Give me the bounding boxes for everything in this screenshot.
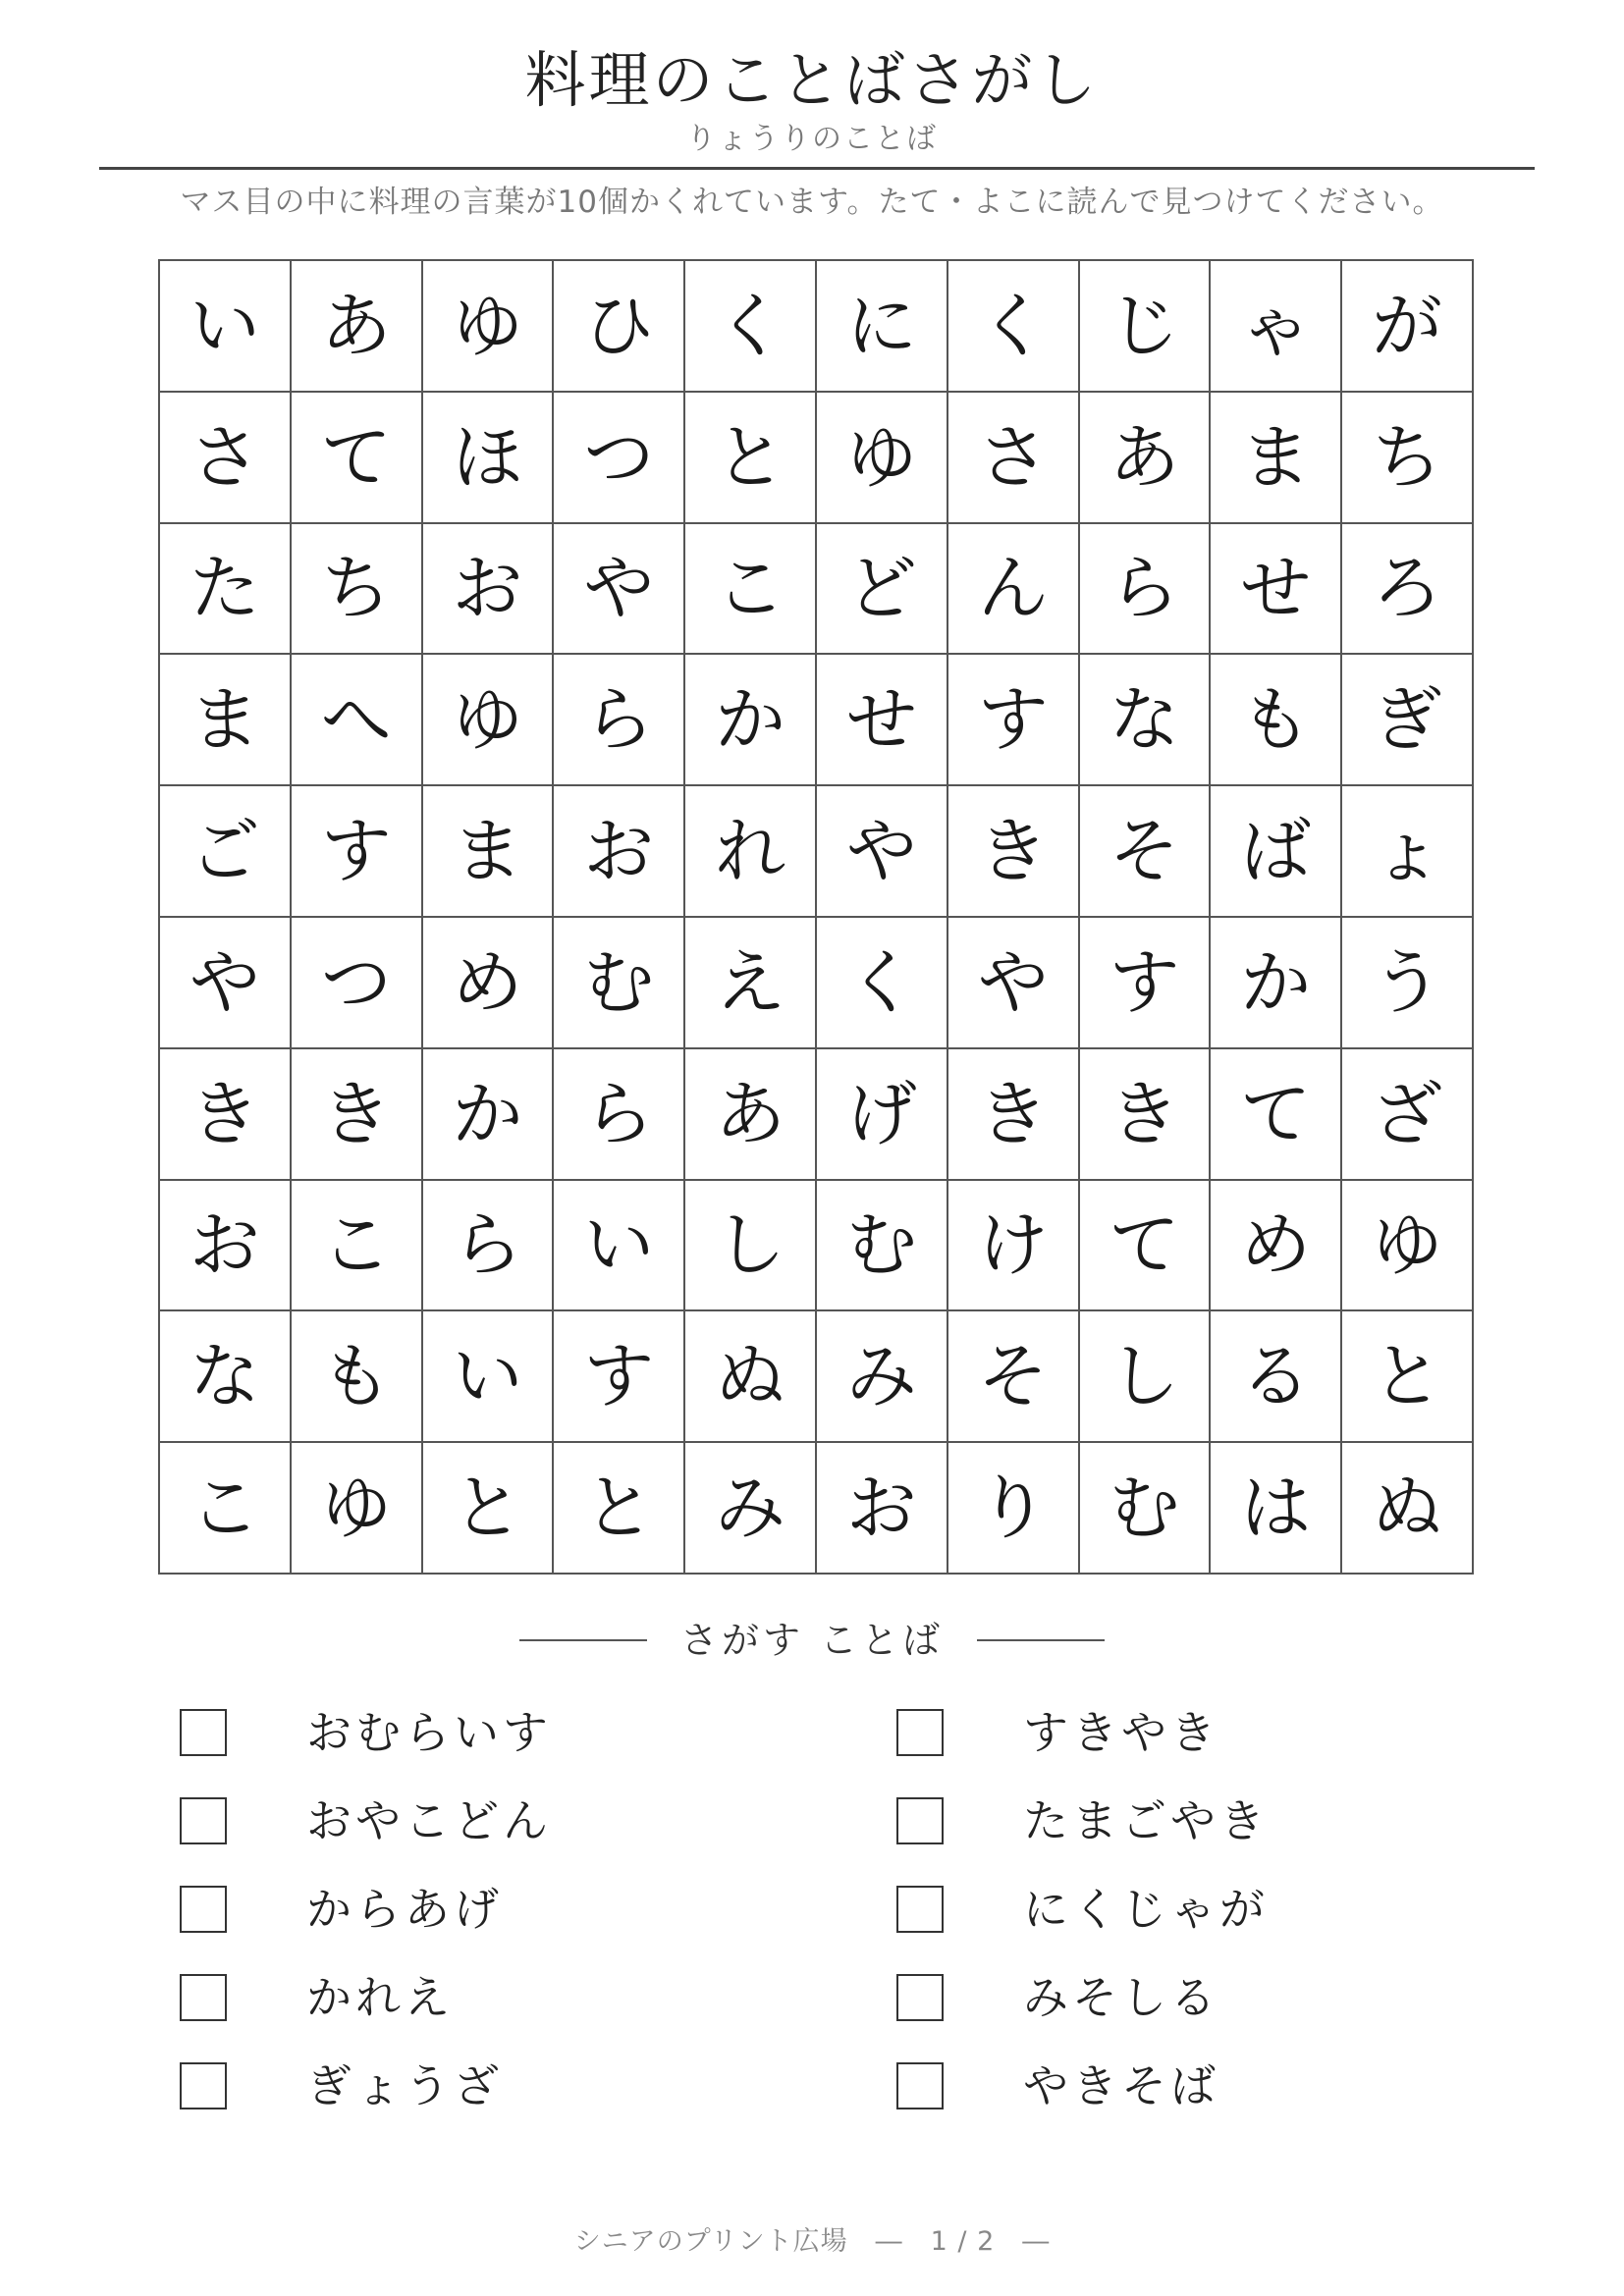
grid-cell: ゆ bbox=[817, 393, 948, 524]
grid-cell: ち bbox=[1342, 393, 1474, 524]
grid-cell: ま bbox=[1211, 393, 1342, 524]
grid-cell: が bbox=[1342, 261, 1474, 393]
word-label: にくじゃが bbox=[1023, 1883, 1269, 1936]
word-list-item bbox=[180, 1971, 769, 2062]
word-checkbox[interactable] bbox=[180, 2062, 227, 2109]
grid-cell: げ bbox=[817, 1049, 948, 1181]
grid-cell: し bbox=[1080, 1311, 1212, 1443]
grid-cell: な bbox=[1080, 655, 1212, 786]
grid-cell: じ bbox=[1080, 261, 1212, 393]
word-label: おむらいす bbox=[306, 1706, 552, 1759]
grid-cell: ら bbox=[1080, 524, 1212, 656]
word-list-heading-label: さがす ことば bbox=[679, 1619, 945, 1662]
grid-cell: み bbox=[817, 1311, 948, 1443]
grid-cell: や bbox=[160, 918, 292, 1049]
word-label: ぎょうざ bbox=[306, 2059, 503, 2112]
grid-cell: ひ bbox=[554, 261, 685, 393]
page-footer: シニアのプリント広場 ― 1 / 2 ― bbox=[573, 2226, 1051, 2257]
grid-cell: つ bbox=[554, 393, 685, 524]
grid-cell: み bbox=[685, 1443, 817, 1575]
grid-cell: ほ bbox=[423, 393, 555, 524]
word-checkbox[interactable] bbox=[180, 1886, 227, 1933]
grid-cell: り bbox=[948, 1443, 1080, 1575]
word-label: からあげ bbox=[306, 1883, 503, 1936]
grid-cell: む bbox=[817, 1181, 948, 1312]
grid-cell: い bbox=[160, 261, 292, 393]
grid-cell: れ bbox=[685, 786, 817, 918]
grid-cell: お bbox=[817, 1443, 948, 1575]
grid-cell: く bbox=[685, 261, 817, 393]
grid-cell: い bbox=[554, 1181, 685, 1312]
grid-cell: き bbox=[1080, 1049, 1212, 1181]
word-list-heading bbox=[0, 1616, 1624, 1665]
grid-cell: む bbox=[1080, 1443, 1212, 1575]
grid-cell: す bbox=[948, 655, 1080, 786]
grid-cell: す bbox=[1080, 918, 1212, 1049]
grid-cell: ら bbox=[554, 1049, 685, 1181]
grid-cell: こ bbox=[685, 524, 817, 656]
grid-cell: そ bbox=[1080, 786, 1212, 918]
grid-cell: ょ bbox=[1342, 786, 1474, 918]
grid-cell: る bbox=[1211, 1311, 1342, 1443]
grid-cell: む bbox=[554, 918, 685, 1049]
grid-cell: ば bbox=[1211, 786, 1342, 918]
grid-cell: か bbox=[1211, 918, 1342, 1049]
grid-cell: そ bbox=[948, 1311, 1080, 1443]
grid-cell: ゆ bbox=[423, 261, 555, 393]
grid-cell: と bbox=[423, 1443, 555, 1575]
word-list-item bbox=[180, 1883, 769, 1974]
grid-cell: め bbox=[423, 918, 555, 1049]
grid-cell: ぬ bbox=[685, 1311, 817, 1443]
grid-cell: つ bbox=[292, 918, 423, 1049]
grid-cell: な bbox=[160, 1311, 292, 1443]
grid-cell: て bbox=[292, 393, 423, 524]
word-list-item bbox=[180, 2059, 769, 2151]
grid-cell: き bbox=[160, 1049, 292, 1181]
grid-cell: も bbox=[292, 1311, 423, 1443]
grid-cell: え bbox=[685, 918, 817, 1049]
grid-cell: ん bbox=[948, 524, 1080, 656]
word-checkbox[interactable] bbox=[180, 1974, 227, 2021]
grid-cell: あ bbox=[292, 261, 423, 393]
grid-cell: に bbox=[817, 261, 948, 393]
word-list-right bbox=[896, 1706, 1486, 2151]
grid-cell: ゃ bbox=[1211, 261, 1342, 393]
grid-cell: あ bbox=[685, 1049, 817, 1181]
grid-cell: せ bbox=[817, 655, 948, 786]
grid-cell: ざ bbox=[1342, 1049, 1474, 1181]
word-checkbox[interactable] bbox=[180, 1797, 227, 1844]
grid-cell: は bbox=[1211, 1443, 1342, 1575]
page-title: 料理のことばさがし bbox=[524, 44, 1100, 116]
grid-cell: せ bbox=[1211, 524, 1342, 656]
heading-dash-left bbox=[519, 1639, 647, 1641]
grid-cell: ぬ bbox=[1342, 1443, 1474, 1575]
grid-cell: も bbox=[1211, 655, 1342, 786]
grid-cell: す bbox=[554, 1311, 685, 1443]
grid-cell: か bbox=[685, 655, 817, 786]
grid-cell: ら bbox=[554, 655, 685, 786]
word-list-left bbox=[180, 1706, 769, 2151]
grid-cell: き bbox=[948, 1049, 1080, 1181]
grid-cell: や bbox=[554, 524, 685, 656]
grid-cell: き bbox=[948, 786, 1080, 918]
grid-cell: さ bbox=[948, 393, 1080, 524]
word-checkbox[interactable] bbox=[180, 1709, 227, 1756]
grid-cell: ち bbox=[292, 524, 423, 656]
grid-cell: め bbox=[1211, 1181, 1342, 1312]
grid-cell: ま bbox=[423, 786, 555, 918]
grid-cell: へ bbox=[292, 655, 423, 786]
grid-cell: お bbox=[160, 1181, 292, 1312]
word-checkbox[interactable] bbox=[896, 1709, 944, 1756]
grid-cell: と bbox=[554, 1443, 685, 1575]
grid-cell: ゆ bbox=[423, 655, 555, 786]
word-list-item bbox=[896, 2059, 1486, 2151]
word-list-item bbox=[180, 1706, 769, 1797]
title-divider bbox=[99, 167, 1535, 170]
grid-cell: ご bbox=[160, 786, 292, 918]
grid-cell: く bbox=[817, 918, 948, 1049]
word-list-item bbox=[896, 1883, 1486, 1974]
word-label: すきやき bbox=[1023, 1706, 1219, 1759]
grid-cell: お bbox=[554, 786, 685, 918]
grid-cell: や bbox=[817, 786, 948, 918]
grid-cell: ら bbox=[423, 1181, 555, 1312]
word-list-item bbox=[896, 1706, 1486, 1797]
word-list-item bbox=[180, 1794, 769, 1886]
grid-cell: や bbox=[948, 918, 1080, 1049]
grid-cell: て bbox=[1211, 1049, 1342, 1181]
grid-cell: あ bbox=[1080, 393, 1212, 524]
grid-cell: ゆ bbox=[1342, 1181, 1474, 1312]
word-checkbox[interactable] bbox=[896, 2062, 944, 2109]
grid-cell: こ bbox=[160, 1443, 292, 1575]
grid-cell: い bbox=[423, 1311, 555, 1443]
word-checkbox[interactable] bbox=[896, 1886, 944, 1933]
grid-cell: ぎ bbox=[1342, 655, 1474, 786]
grid-cell: て bbox=[1080, 1181, 1212, 1312]
grid-cell: か bbox=[423, 1049, 555, 1181]
grid-cell: た bbox=[160, 524, 292, 656]
heading-dash-right bbox=[977, 1639, 1105, 1641]
word-label: おやこどん bbox=[306, 1794, 552, 1847]
letter-grid bbox=[158, 259, 1474, 1575]
grid-cell: さ bbox=[160, 393, 292, 524]
grid-cell: ゆ bbox=[292, 1443, 423, 1575]
grid-cell: お bbox=[423, 524, 555, 656]
grid-cell: し bbox=[685, 1181, 817, 1312]
word-list-item bbox=[896, 1971, 1486, 2062]
grid-cell: と bbox=[685, 393, 817, 524]
word-label: かれえ bbox=[306, 1971, 454, 2024]
grid-cell: ど bbox=[817, 524, 948, 656]
grid-cell: す bbox=[292, 786, 423, 918]
word-label: たまごやき bbox=[1023, 1794, 1269, 1847]
grid-cell: と bbox=[1342, 1311, 1474, 1443]
grid-cell: き bbox=[292, 1049, 423, 1181]
grid-cell: こ bbox=[292, 1181, 423, 1312]
page-subtitle: りょうりのことば bbox=[686, 122, 938, 156]
grid-cell: く bbox=[948, 261, 1080, 393]
word-checkbox[interactable] bbox=[896, 1974, 944, 2021]
grid-cell: ま bbox=[160, 655, 292, 786]
word-checkbox[interactable] bbox=[896, 1797, 944, 1844]
instructions-text: マス目の中に料理の言葉が10個かくれています。たて・よこに読んで見つけてください。 bbox=[180, 185, 1444, 220]
grid-cell: ろ bbox=[1342, 524, 1474, 656]
word-label: やきそば bbox=[1023, 2059, 1219, 2112]
word-label: みそしる bbox=[1023, 1971, 1219, 2024]
word-list-item bbox=[896, 1794, 1486, 1886]
grid-cell: け bbox=[948, 1181, 1080, 1312]
grid-cell: う bbox=[1342, 918, 1474, 1049]
